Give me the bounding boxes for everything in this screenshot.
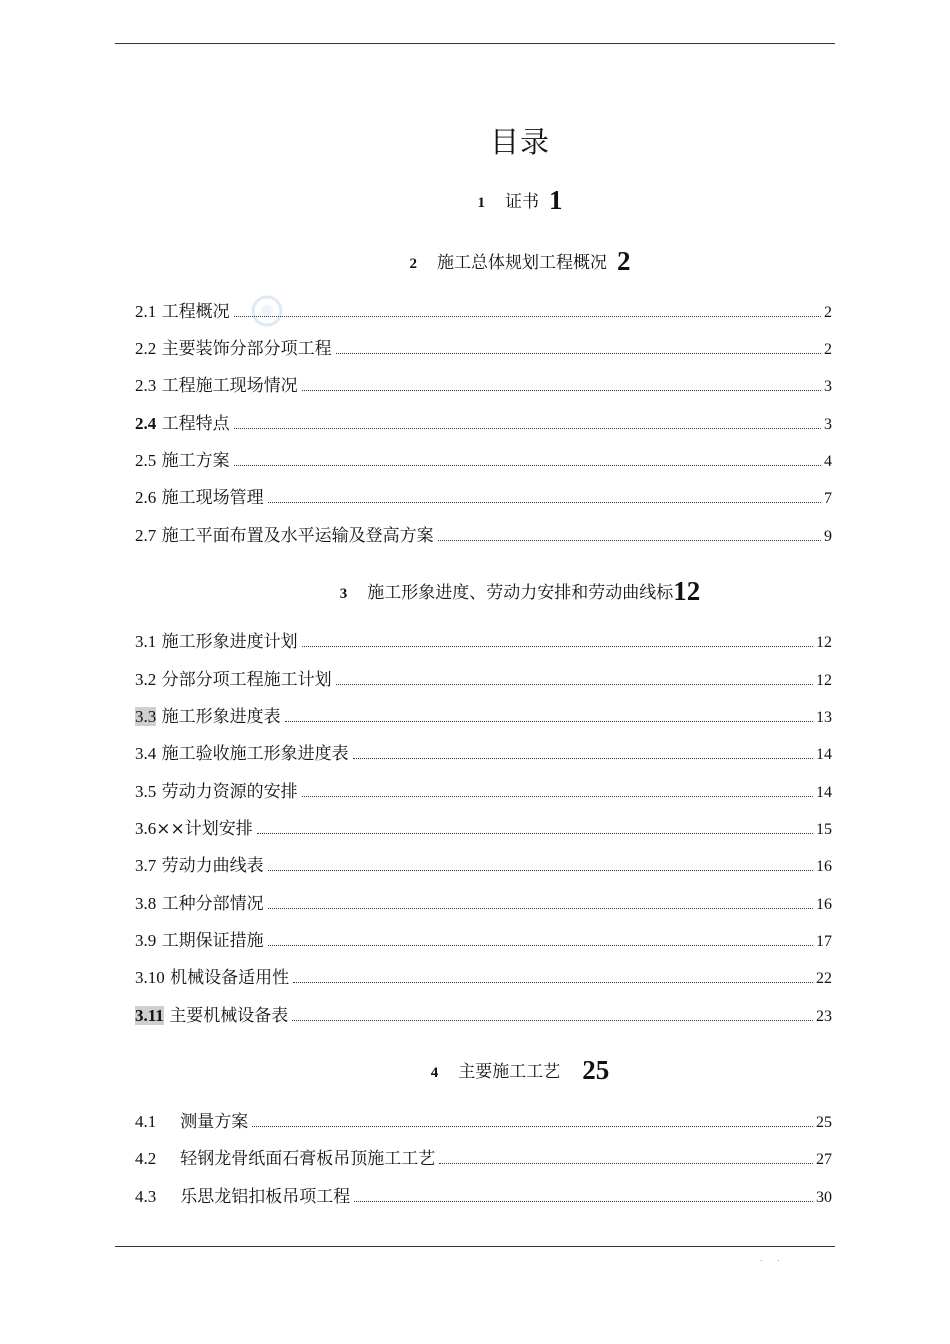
section-page: 2 <box>617 246 631 276</box>
toc-entry-label: 3.2 分部分项工程施工计划 <box>135 670 332 690</box>
toc-entry-label: 2.4 工程特点 <box>135 414 230 434</box>
dot-leader <box>234 427 821 429</box>
toc-entry[interactable] <box>135 1147 832 1171</box>
dot-leader <box>293 981 813 983</box>
dot-leader <box>336 352 821 354</box>
toc-entry-label: 4.3 乐思龙铝扣板吊项工程 <box>135 1187 351 1207</box>
dot-leader <box>268 501 821 503</box>
toc-entry-page: 30 <box>816 1189 832 1206</box>
toc-entry-page: 12 <box>816 634 832 651</box>
toc-entry-label: 2.5 施工方案 <box>135 451 230 471</box>
toc-entry-label: 3.4 施工验收施工形象进度表 <box>135 744 349 764</box>
toc-entry-page: 12 <box>816 672 832 689</box>
toc-entry[interactable] <box>135 668 832 692</box>
section-title: 主要施工工艺 <box>458 1062 561 1082</box>
section-heading-4 <box>0 1055 950 1086</box>
toc-entry-label: 2.6 施工现场管理 <box>135 488 264 508</box>
section-page: 12 <box>673 576 701 606</box>
toc-entry-page: 15 <box>816 821 832 838</box>
dot-leader <box>268 944 813 946</box>
toc-entry[interactable] <box>135 449 832 473</box>
section-heading-1 <box>0 185 950 216</box>
toc-entry-page: 16 <box>816 896 832 913</box>
dot-leader <box>285 720 813 722</box>
toc-entry-page: 2 <box>824 304 832 321</box>
toc-entry-label: 3.6××计划安排 <box>135 819 253 839</box>
toc-entry[interactable] <box>135 1110 832 1134</box>
toc-entry-page: 2 <box>824 341 832 358</box>
header-rule <box>115 43 835 44</box>
toc-entry[interactable] <box>135 337 832 361</box>
toc-entry[interactable] <box>135 300 832 324</box>
section-number: 3 <box>339 586 348 602</box>
section-heading-3 <box>0 576 950 607</box>
toc-entry-label: 3.11 主要机械设备表 <box>135 1006 289 1026</box>
toc-entry-label: 2.1 工程概况 <box>135 302 230 322</box>
toc-entry[interactable] <box>135 817 832 841</box>
toc-entry-label: 4.1 测量方案 <box>135 1112 249 1132</box>
toc-entry[interactable] <box>135 374 832 398</box>
toc-entry[interactable] <box>135 892 832 916</box>
toc-entry-label: 2.2 主要装饰分部分项工程 <box>135 339 332 359</box>
toc-entry-page: 14 <box>816 746 832 763</box>
toc-entry-page: 3 <box>824 378 832 395</box>
toc-entry-page: 27 <box>816 1151 832 1168</box>
toc-entry-page: 3 <box>824 416 832 433</box>
dot-leader <box>257 832 813 834</box>
dot-leader <box>234 315 821 317</box>
page-title: 目录 <box>489 125 550 159</box>
footer-mark: . . <box>760 1254 786 1263</box>
toc-entry-page: 22 <box>816 970 832 987</box>
toc-entry-page: 25 <box>816 1114 832 1131</box>
toc-entry[interactable] <box>135 412 832 436</box>
toc-entry[interactable] <box>135 705 832 729</box>
section-page: 1 <box>549 185 563 215</box>
dot-leader <box>353 757 813 759</box>
section-number: 1 <box>477 195 485 211</box>
toc-entry[interactable] <box>135 780 832 804</box>
section-page: 25 <box>582 1055 610 1085</box>
toc-entry[interactable] <box>135 854 832 878</box>
toc-entry-label: 3.7 劳动力曲线表 <box>135 856 264 876</box>
toc-entry-page: 13 <box>816 709 832 726</box>
section-title: 证书 <box>505 192 539 212</box>
toc-entry-page: 17 <box>816 933 832 950</box>
toc-entry[interactable] <box>135 524 832 548</box>
toc-entry[interactable] <box>135 742 832 766</box>
toc-entry-page: 7 <box>824 490 832 507</box>
dot-leader <box>268 907 813 909</box>
dot-leader <box>336 683 813 685</box>
toc-entry[interactable] <box>135 966 832 990</box>
section-title: 施工总体规划工程概况 <box>437 253 607 273</box>
dot-leader <box>302 645 813 647</box>
dot-leader <box>292 1019 813 1021</box>
toc-entry-label: 4.2 轻钢龙骨纸面石膏板吊顶施工工艺 <box>135 1149 436 1169</box>
toc-entry[interactable] <box>135 486 832 510</box>
section-number: 4 <box>430 1065 439 1081</box>
toc-entry-label: 3.5 劳动力资源的安排 <box>135 782 298 802</box>
footer-rule <box>115 1246 835 1247</box>
toc-entry[interactable] <box>135 630 832 654</box>
toc-entry-label: 3.3 施工形象进度表 <box>135 707 281 727</box>
toc-entry[interactable] <box>135 1185 832 1209</box>
toc-entry-label: 3.9 工期保证措施 <box>135 931 264 951</box>
dot-leader <box>302 389 821 391</box>
toc-entry-label: 3.1 施工形象进度计划 <box>135 632 298 652</box>
dot-leader <box>234 464 821 466</box>
dot-leader <box>268 869 813 871</box>
dot-leader <box>302 795 813 797</box>
toc-entry[interactable] <box>135 1004 832 1028</box>
toc-entry-label: 2.3 工程施工现场情况 <box>135 376 298 396</box>
toc-entry[interactable] <box>135 929 832 953</box>
toc-entry-page: 23 <box>816 1008 832 1025</box>
toc-entry-page: 9 <box>824 528 832 545</box>
section-number: 2 <box>409 256 417 272</box>
toc-entry-page: 4 <box>824 453 832 470</box>
toc-entry-label: 3.8 工种分部情况 <box>135 894 264 914</box>
dot-leader <box>252 1125 813 1127</box>
toc-entry-page: 16 <box>816 858 832 875</box>
dot-leader <box>438 539 821 541</box>
dot-leader <box>354 1200 813 1202</box>
toc-entry-label: 2.7 施工平面布置及水平运输及登高方案 <box>135 526 434 546</box>
section-heading-2 <box>0 246 950 277</box>
dot-leader <box>439 1162 813 1164</box>
section-title: 施工形象进度、劳动力安排和劳动曲线标 <box>367 583 674 603</box>
toc-entry-label: 3.10 机械设备适用性 <box>135 968 290 988</box>
toc-entry-page: 14 <box>816 784 832 801</box>
